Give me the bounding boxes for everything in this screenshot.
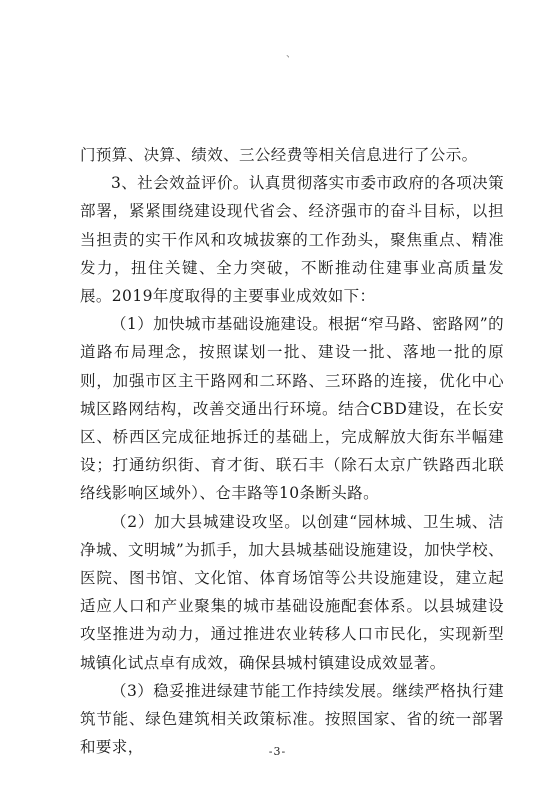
paragraph-green-building: （3）稳妥推进绿建节能工作持续发展。继续严格执行建筑节能、绿色建筑相关政策标准。按照国家、省的统一部署和要求， [80, 681, 504, 757]
paragraph-infrastructure: （1）加快城市基础设施建设。根据“窄马路、密路网”的道路布局理念，按照谋划一批、建设一批、落地一批的原则，加强市区主干路网和二环路、三环路的连接，优化中心城区路网结构，改善交通出行环境。结合CBD建设，在长安区、桥西区完成征地拆迁的基础上，完成解放大街东半幅建设；打通纺织街、育才街、联石丰（除石太京广铁路西北联络线影响区域外）、仓丰路等10条断头路。 [80, 315, 504, 503]
paragraph-social-benefit: 3、社会效益评价。认真贯彻落实市委市政府的各项决策部署，紧紧围绕建设现代省会、经济强市的奋斗目标，以担当担责的实干作风和攻城拔寨的工作劲头，聚焦重点、精准发力，扭住关键、全力突破，不断推动住建事业高质量发展。2019年度取得的主要事业成效如下： [80, 174, 504, 306]
document-body [80, 141, 504, 761]
scan-mark: 、 [286, 49, 296, 60]
paragraph-continuation: 门预算、决算、绩效、三公经费等相关信息进行了公示。 [80, 146, 478, 164]
page-number: -3- [268, 745, 287, 758]
paragraph-county-construction: （2）加大县城建设攻坚。以创建“园林城、卫生城、洁净城、文明城”为抓手，加大县城基础设施建设，加快学校、医院、图书馆、文化馆、体育场馆等公共设施建设，建立起适应人口和产业聚集的城市基础设施配套体系。以县城建设攻坚推进为动力，通过推进农业转移人口市民化，实现新型城镇化试点卓有成效，确保县城村镇建设成效显著。 [80, 512, 504, 672]
